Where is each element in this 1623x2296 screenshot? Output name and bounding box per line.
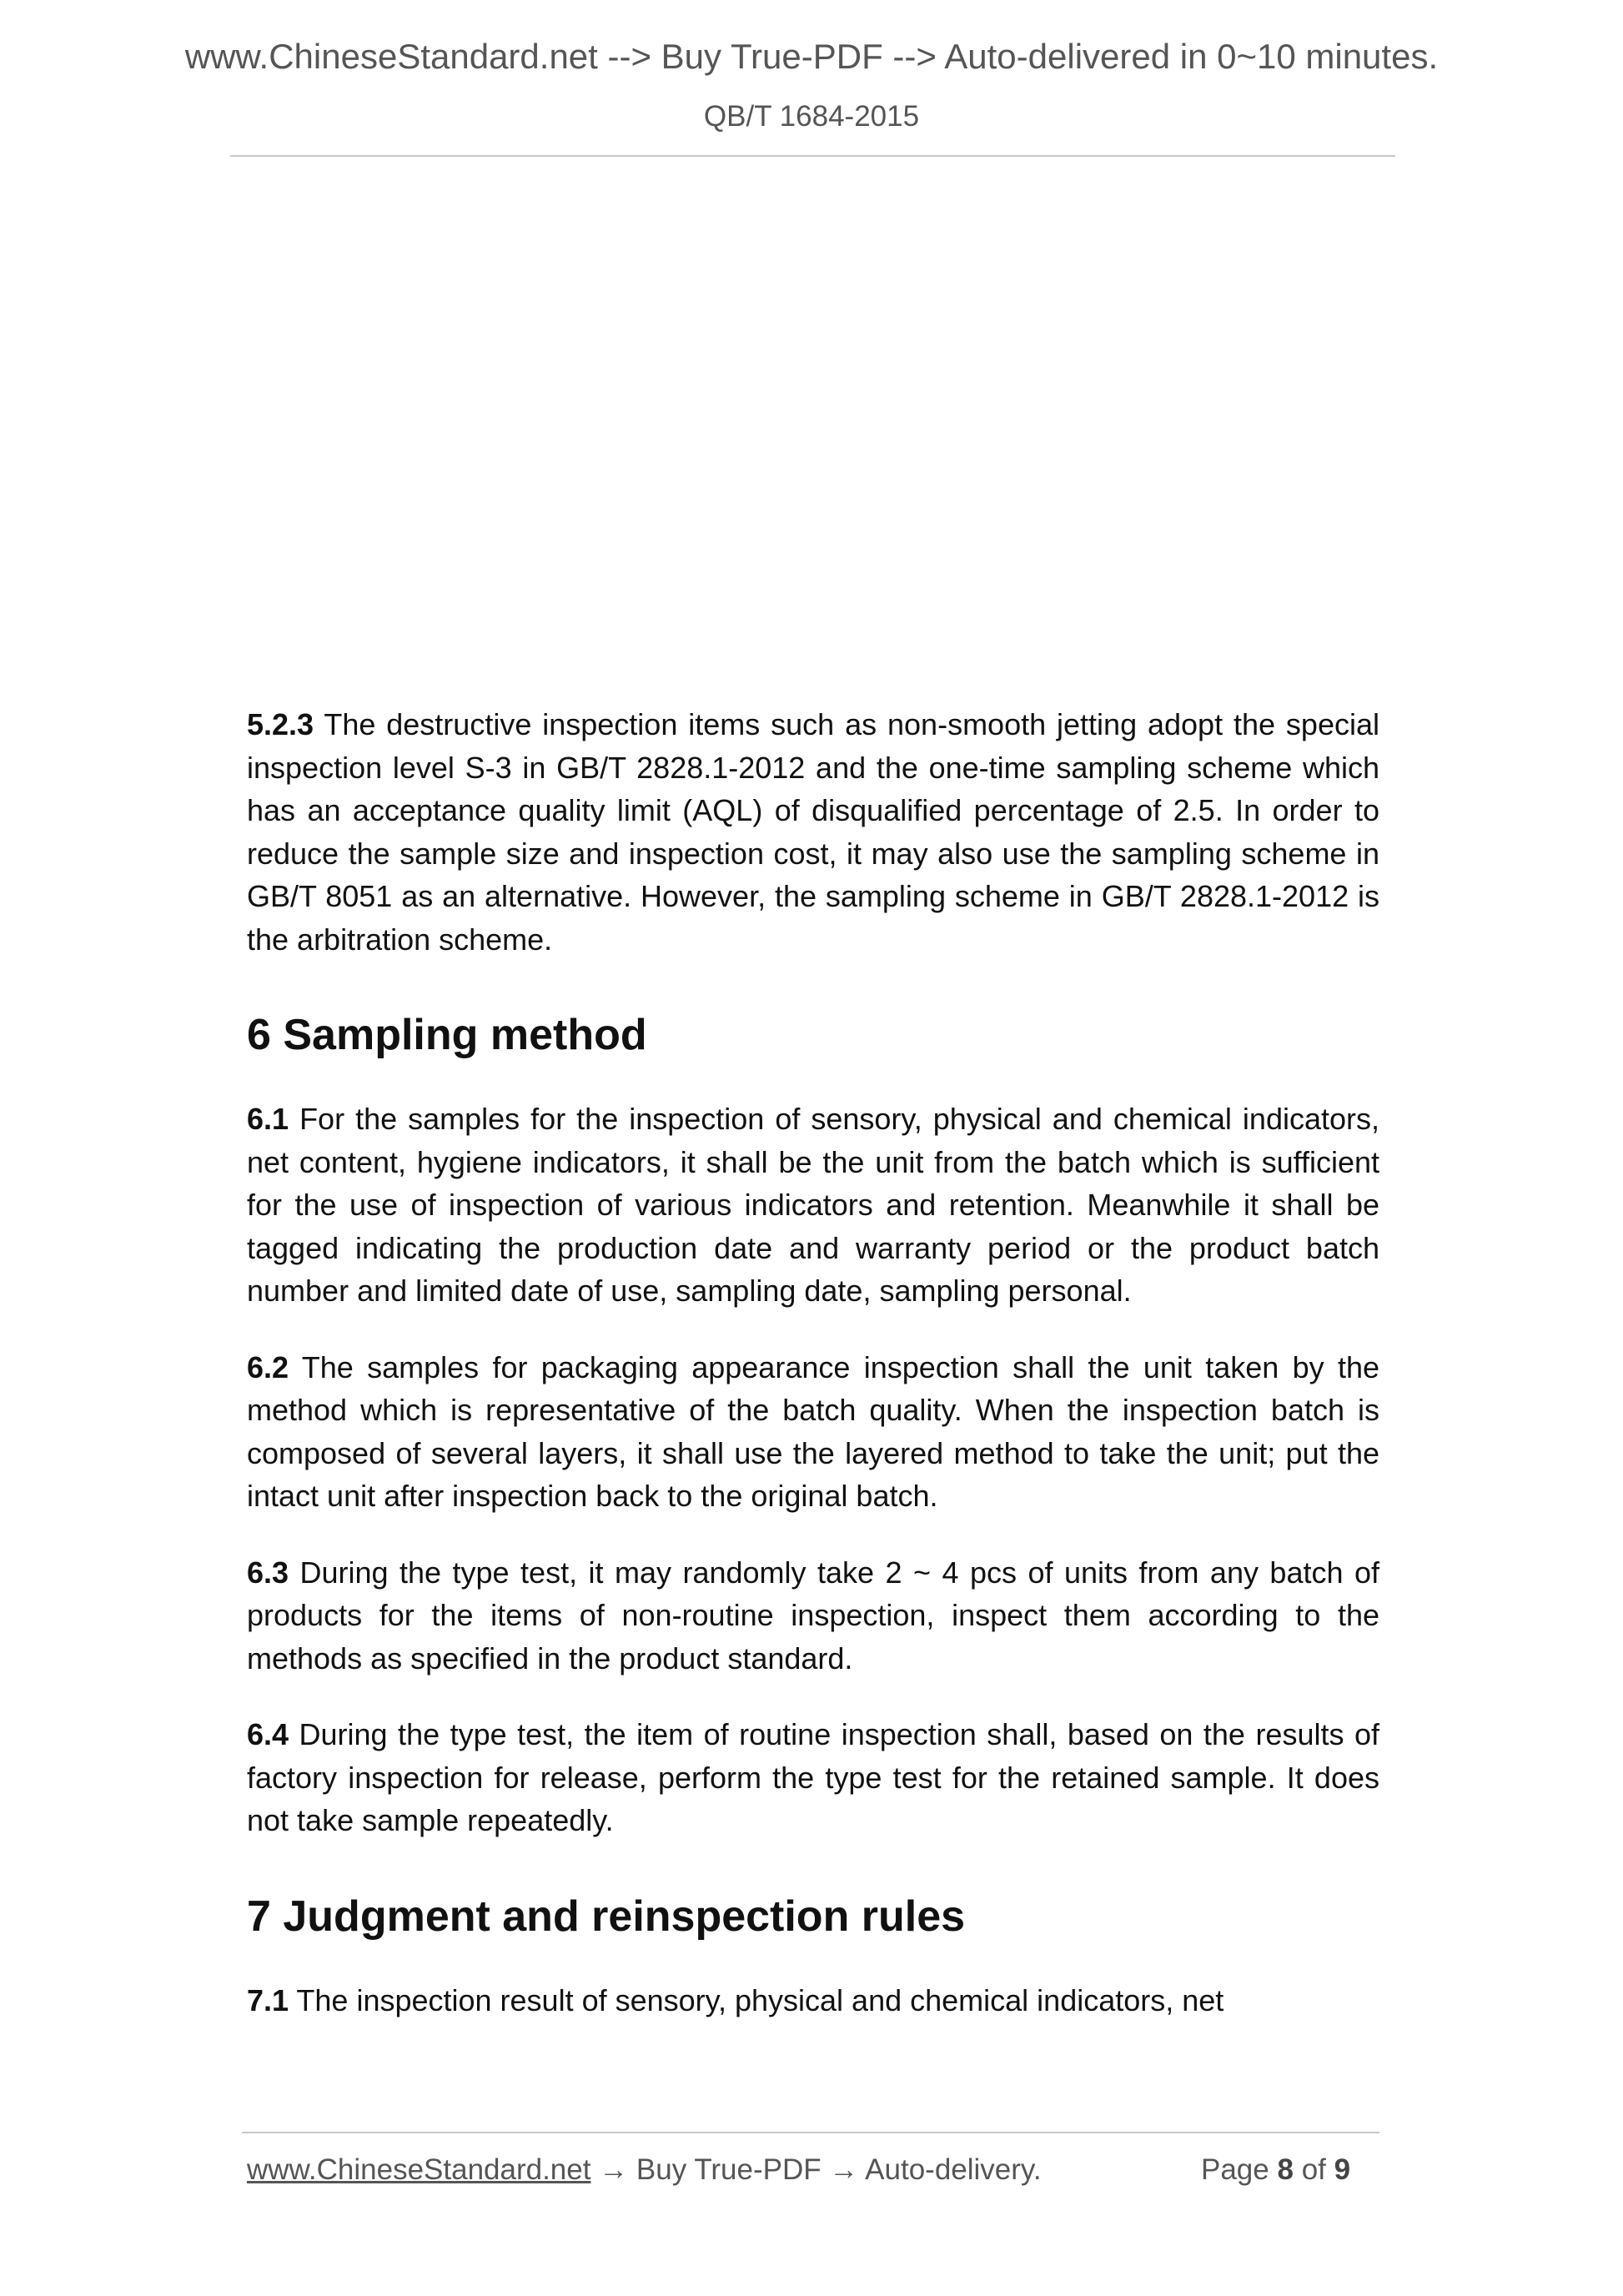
clause-number: 6.3 — [247, 1555, 289, 1590]
clause-6-2 — [247, 1346, 1379, 1518]
footer-site-link[interactable]: www.ChineseStandard.net — [247, 2153, 591, 2186]
clause-number: 6.2 — [247, 1349, 289, 1384]
section-heading-6: 6 Sampling method — [247, 1011, 647, 1059]
clause-number: 6.4 — [247, 1717, 289, 1751]
clause-6-3 — [247, 1551, 1379, 1681]
clause-text: The destructive inspection items such as non-smooth jetting adopt the special inspection level S-3 in GB/T 2828.1-2012 and the one-time sampling scheme which has an acceptance quality limit (AQL) of disqualified percentage of 2.5. In order to reduce the sample size and inspection cost, it may also use the sampling scheme in GB/T 8051 as an alternative. However, the sampling scheme in GB/T 2828.1-2012 is the arbitration scheme. — [247, 707, 1379, 957]
document-body — [247, 703, 1379, 2055]
clause-number: 5.2.3 — [247, 707, 314, 741]
footer-divider — [242, 2132, 1379, 2133]
page-indicator — [1201, 2153, 1350, 2187]
clause-number: 6.1 — [247, 1102, 289, 1136]
page-word: Page — [1201, 2153, 1269, 2186]
clause-text: For the samples for the inspection of sensory, physical and chemical indicators, net content, hygiene indicators, it shall be the unit from the batch which is sufficient for the use of inspection of various indicators and retention. Meanwhile it shall be tagged indicating the production date and warranty period or the product batch number and limited date of use, sampling date, sampling personal. — [247, 1102, 1379, 1308]
clause-7-1 — [247, 1979, 1379, 2022]
clause-text: The inspection result of sensory, physical and chemical indicators, net — [296, 1982, 1224, 2017]
clause-text: During the type test, the item of routine inspection shall, based on the results of factory inspection for release, perform the type test for the retained sample. It does not take sample repeatedly. — [247, 1717, 1379, 1837]
clause-6-1 — [247, 1098, 1379, 1313]
header-banner: www.ChineseStandard.net --> Buy True-PDF --> Auto-delivered in 0~10 minutes. — [184, 37, 1439, 76]
page-total: 9 — [1334, 2153, 1351, 2186]
section-heading-7: 7 Judgment and reinspection rules — [247, 1892, 966, 1941]
footer-promo-text: → Buy True-PDF → Auto-delivery. — [590, 2153, 1042, 2186]
of-word: of — [1301, 2153, 1326, 2186]
clause-text: The samples for packaging appearance inspection shall the unit taken by the method which is representative of the batch quality. When the inspection batch is composed of several layers, it shall use the layered method to take the unit; put the intact unit after inspection back to the original batch. — [247, 1349, 1379, 1513]
clause-number: 7.1 — [247, 1982, 289, 2017]
footer-promo — [247, 2153, 1042, 2187]
header-divider — [230, 155, 1395, 157]
page-current: 8 — [1277, 2153, 1294, 2186]
clause-5-2-3 — [247, 703, 1379, 961]
clause-text: During the type test, it may randomly take 2 ~ 4 pcs of units from any batch of products for the items of non-routine inspection, inspect them according to the methods as specified in the product standard. — [247, 1555, 1379, 1676]
standard-code: QB/T 1684-2015 — [703, 100, 920, 133]
clause-6-4 — [247, 1713, 1379, 1842]
